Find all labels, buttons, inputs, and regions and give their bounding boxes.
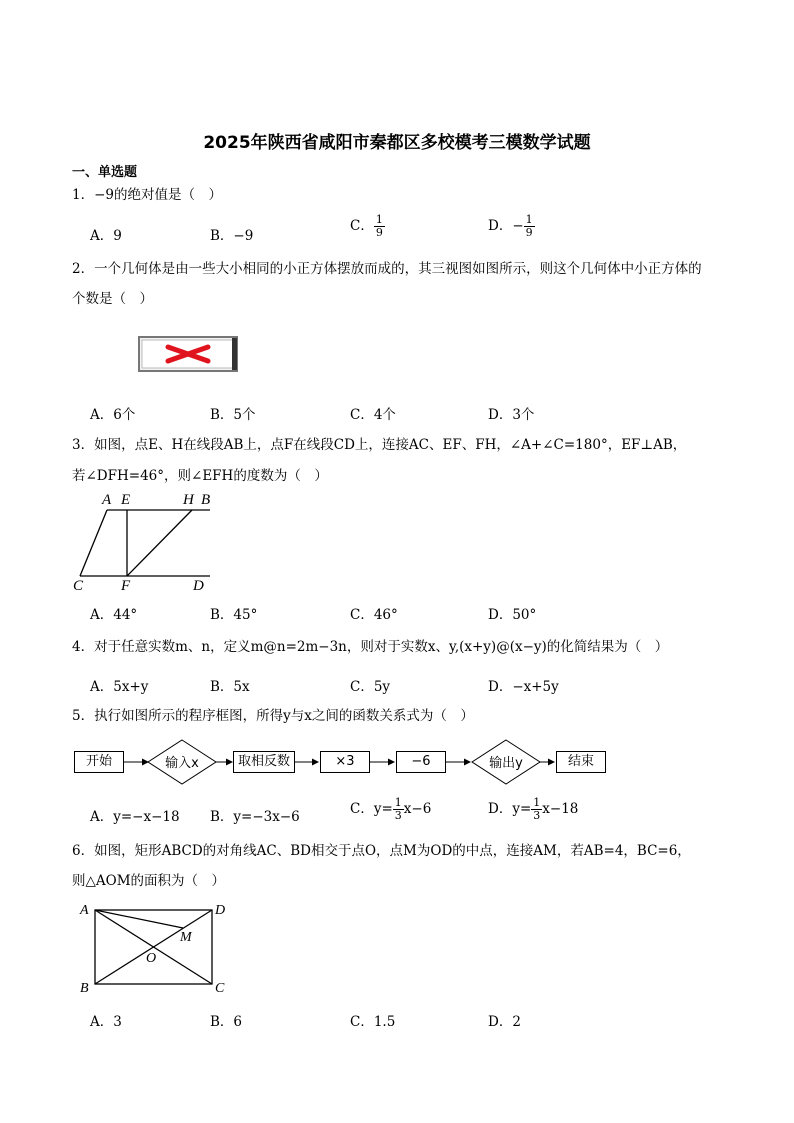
- fraction-denominator: 9: [525, 226, 533, 239]
- flow-multiply-box: ×3: [320, 751, 370, 773]
- point-label-o: O: [146, 951, 157, 966]
- fraction-denominator: 3: [533, 809, 541, 822]
- q4-option-a: A．5x+y: [90, 679, 149, 695]
- point-label-b: B: [80, 981, 89, 996]
- fraction-numerator: 1: [375, 213, 383, 226]
- flow-output-label: 输出y: [489, 756, 523, 771]
- question-4-stem: 4．对于任意实数m、n，定义m@n=2m−3n，则对于实数x、y,(x+y)@(x−y)的化简结果为（ ）: [72, 639, 669, 655]
- page-title: 2025年陕西省咸阳市秦都区多校模考三模数学试题: [203, 133, 591, 153]
- question-1-stem: 1．−9的绝对值是（ ）: [72, 187, 222, 203]
- broken-image-icon: [138, 336, 238, 372]
- q2-option-a: A．6个: [90, 407, 136, 423]
- question-2-stem-line1: 2．一个几何体是由一些大小相同的小正方体摆放而成的，其三视图如图所示，则这个几何体中小正方体的: [72, 261, 702, 277]
- q6-option-d: D．2: [488, 1014, 521, 1030]
- section-heading: 一、单选题: [72, 165, 138, 180]
- flow-negate-box: 取相反数: [233, 751, 295, 773]
- q6-rectangle-figure: [76, 898, 236, 998]
- q5-option-d-fraction: [531, 797, 542, 822]
- question-6-stem-line2: 则△AOM的面积为（ ）: [72, 873, 226, 889]
- q5-option-b: B．y=−3x−6: [210, 809, 300, 825]
- point-label-m: M: [180, 930, 192, 945]
- point-label-d: D: [215, 903, 226, 918]
- q2-option-b: B．5个: [210, 407, 256, 423]
- q2-option-d: D．3个: [488, 407, 535, 423]
- fraction-denominator: 3: [394, 809, 402, 822]
- q4-option-b: B．5x: [210, 679, 250, 695]
- point-label-h: H: [183, 492, 194, 508]
- q4-option-c: C．5y: [350, 679, 391, 695]
- flow-input-label: 输入x: [165, 756, 199, 771]
- fraction-numerator: 1: [394, 796, 402, 809]
- q1-option-c-fraction: [374, 214, 385, 239]
- point-label-e: E: [121, 492, 131, 508]
- q6-option-b: B．6: [210, 1014, 243, 1030]
- q5-option-c-label: C．y=: [350, 801, 393, 817]
- q1-option-b: B．−9: [210, 228, 254, 244]
- q3-geometry-figure: [70, 488, 220, 593]
- question-3-stem-line2: 若∠DFH=46°，则∠EFH的度数为（ ）: [72, 468, 328, 484]
- flow-end-box: 结束: [556, 751, 606, 773]
- question-3-stem-line1: 3．如图，点E、H在线段AB上，点F在线段CD上，连接AC、EF、FH，∠A+∠C=180°，EF⊥AB，: [72, 437, 687, 453]
- q1-option-d-fraction: [524, 214, 535, 239]
- q5-option-c-fraction: [393, 797, 404, 822]
- fraction-numerator: 1: [525, 213, 533, 226]
- q1-option-c-label: C．: [350, 218, 374, 234]
- q3-option-b: B．45°: [210, 607, 258, 623]
- q5-option-a: A．y=−x−18: [90, 809, 180, 825]
- q4-option-d: D．−x+5y: [488, 679, 559, 695]
- q2-option-c: C．4个: [350, 407, 396, 423]
- point-label-d: D: [193, 578, 204, 593]
- question-5-stem: 5．执行如图所示的程序框图，所得y与x之间的函数关系式为（ ）: [72, 708, 474, 724]
- q1-option-d: [488, 214, 535, 239]
- flow-start-box: 开始: [74, 751, 124, 773]
- q5-option-c-suffix: x−6: [403, 801, 432, 817]
- point-label-f: F: [121, 578, 131, 593]
- point-label-b: B: [201, 492, 211, 508]
- q3-option-a: A．44°: [90, 607, 138, 623]
- flow-subtract-box: −6: [396, 751, 446, 773]
- fraction-denominator: 9: [375, 226, 383, 239]
- q1-option-c: [350, 214, 385, 239]
- segment-ac: [80, 510, 107, 576]
- q1-option-d-label: D．−: [488, 218, 524, 234]
- question-2-stem-line2: 个数是（ ）: [72, 291, 153, 307]
- segment-fh: [127, 510, 192, 576]
- q6-option-a: A．3: [90, 1014, 122, 1030]
- q5-option-d-label: D．y=: [488, 801, 532, 817]
- q1-option-a: A．9: [90, 228, 122, 244]
- point-label-c: C: [73, 578, 84, 593]
- q5-option-d-suffix: x−18: [542, 801, 579, 817]
- q5-option-c: [350, 797, 431, 822]
- q3-option-d: D．50°: [488, 607, 537, 623]
- question-6-stem-line1: 6．如图，矩形ABCD的对角线AC、BD相交于点O，点M为OD的中点，连接AM，若AB=4，BC=6，: [72, 843, 691, 859]
- q3-option-c: C．46°: [350, 607, 398, 623]
- point-label-c: C: [215, 981, 225, 996]
- q5-option-d: [488, 797, 578, 822]
- point-label-a: A: [102, 492, 112, 508]
- fraction-numerator: 1: [533, 796, 541, 809]
- q6-option-c: C．1.5: [350, 1014, 396, 1030]
- point-label-a: A: [80, 903, 89, 918]
